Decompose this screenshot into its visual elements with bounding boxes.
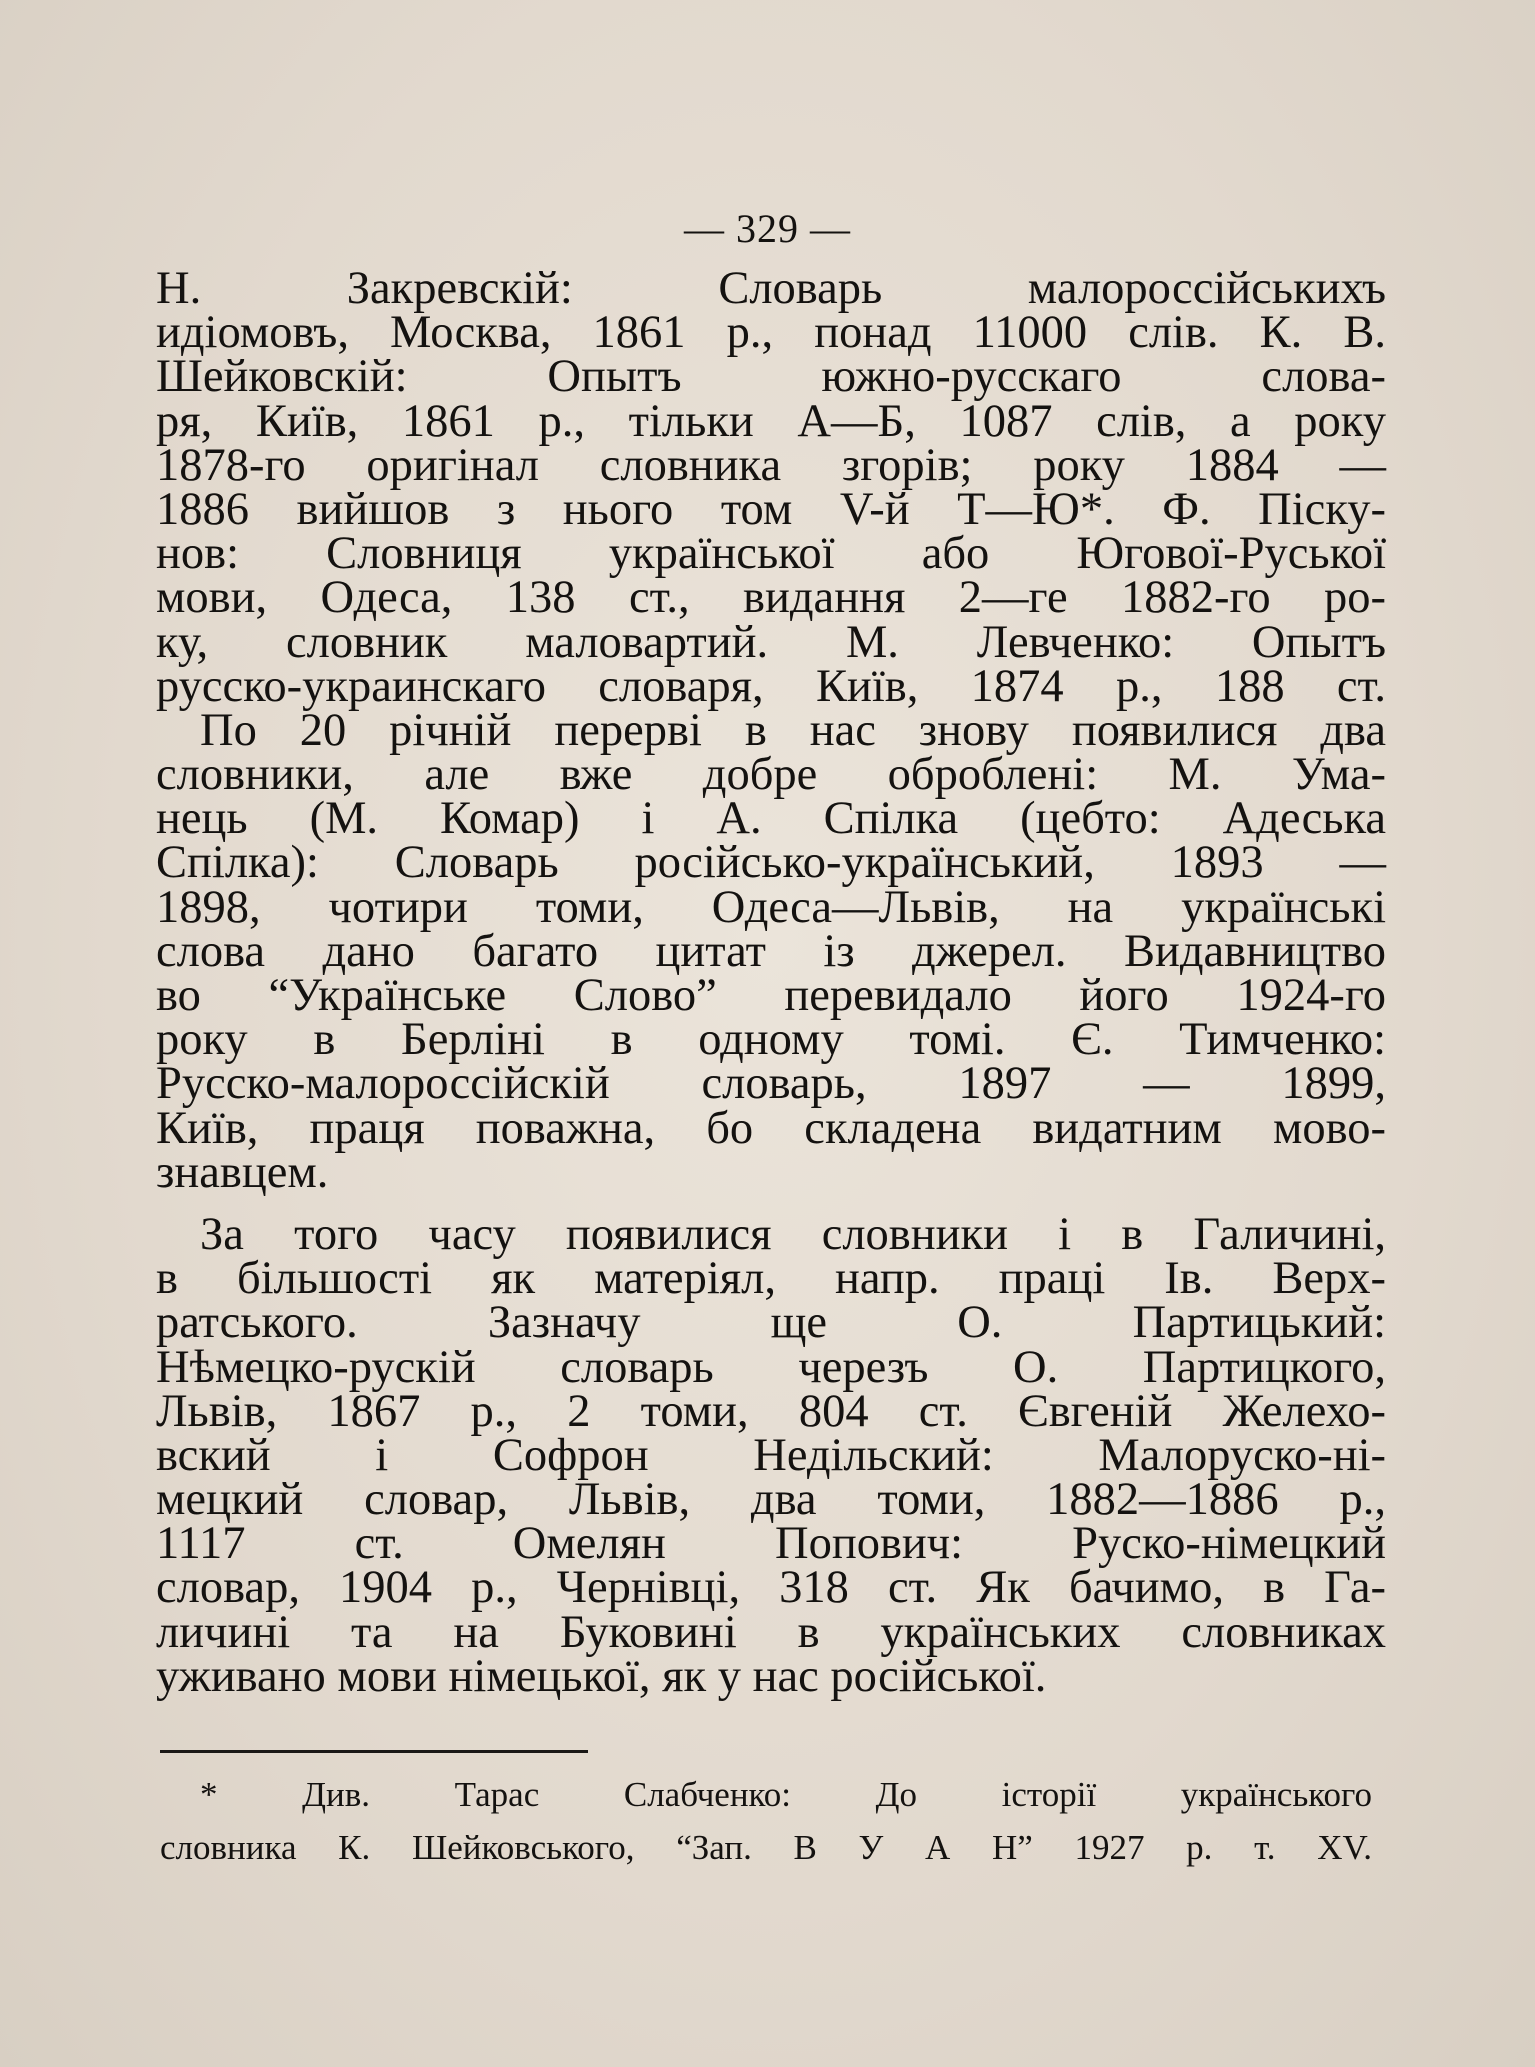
text-line: в більшості як матеріял, напр. праці Ів. Верх- bbox=[156, 1253, 1386, 1305]
footnote-divider bbox=[160, 1750, 588, 1753]
footnote-line: * Див. Тарас Слабченко: До історії українського bbox=[200, 1775, 1372, 1814]
text-line: во “Українське Слово” перевидало його 1924-го bbox=[156, 970, 1386, 1021]
main-text bbox=[156, 263, 1386, 1702]
text-line: личині та на Буковині в українських словниках bbox=[156, 1606, 1386, 1658]
text-line: мови, Одеса, 138 ст., видання 2—ге 1882-го ро- bbox=[156, 572, 1386, 624]
text-line: 1898, чотири томи, Одеса—Львів, на українські bbox=[156, 881, 1386, 933]
text-line: нець (М. Комар) і А. Спілка (цебто: Адеська bbox=[156, 793, 1386, 845]
text-line: ря, Київ, 1861 р., тільки А—Б, 1087 слів, а року bbox=[156, 395, 1386, 447]
text-line: нов: Словниця української або Югової-Руської bbox=[156, 528, 1386, 580]
text-line: Нѣмецко-рускій словарь черезъ О. Партицкого, bbox=[156, 1341, 1386, 1393]
text-line: За того часу появилися словники і в Галичині, bbox=[200, 1208, 1386, 1260]
footnote-line: словника К. Шейковського, “Зап. В У А Н” 1927 р. т. XV. bbox=[160, 1828, 1372, 1867]
text-line: мецкий словар, Львів, два томи, 1882—1886 р., bbox=[156, 1474, 1386, 1526]
text-line: ратського. Зазначу ще О. Партицький: bbox=[156, 1297, 1386, 1349]
text-line: Русско-малороссійскій словарь, 1897 — 1899, bbox=[156, 1058, 1386, 1110]
text-line: слова дано багато цитат із джерел. Видавництво bbox=[156, 925, 1386, 977]
text-line: ку, словник маловартий. М. Левченко: Опытъ bbox=[156, 616, 1386, 668]
text-line: идіомовъ, Москва, 1861 р., понад 11000 слів. К. В. bbox=[156, 307, 1386, 359]
text-line: Львів, 1867 р., 2 томи, 804 ст. Євгеній Желехо- bbox=[156, 1385, 1386, 1437]
text-line: По 20 річній перерві в нас знову появилися два bbox=[200, 704, 1386, 756]
text-line: Н. Закревскій: Словарь малороссійськихъ bbox=[156, 263, 1386, 314]
text-line: вский і Софрон Недільский: Малоруско-ні- bbox=[156, 1429, 1386, 1481]
text-line: русско-украинскаго словаря, Київ, 1874 р., 188 ст. bbox=[156, 660, 1386, 712]
text-line: знавцем. bbox=[156, 1146, 329, 1198]
text-line: словники, але вже добре оброблені: М. Ума- bbox=[156, 749, 1386, 801]
text-line: 1117 ст. Омелян Попович: Руско-німецкий bbox=[156, 1518, 1386, 1570]
text-line: Київ, праця поважна, бо складена видатним мово- bbox=[156, 1102, 1386, 1154]
footnote bbox=[160, 1768, 1372, 1874]
text-line: Шейковскій: Опытъ южно-русскаго слова- bbox=[156, 351, 1386, 403]
text-line: року в Берліні в одному томі. Є. Тимченко: bbox=[156, 1014, 1386, 1066]
text-line: 1878-го оригінал словника згорів; року 1884 — bbox=[156, 439, 1386, 491]
text-line: словар, 1904 р., Чернівці, 318 ст. Як бачимо, в Га- bbox=[156, 1562, 1386, 1614]
text-line: 1886 вийшов з нього том V-й Т—Ю*. Ф. Піску- bbox=[156, 483, 1386, 535]
text-line: Спілка): Словарь російсько-український, 1893 — bbox=[156, 837, 1386, 889]
text-line: уживано мови німецької, як у нас російської. bbox=[156, 1650, 1047, 1702]
page-number: — 329 — bbox=[684, 206, 851, 251]
